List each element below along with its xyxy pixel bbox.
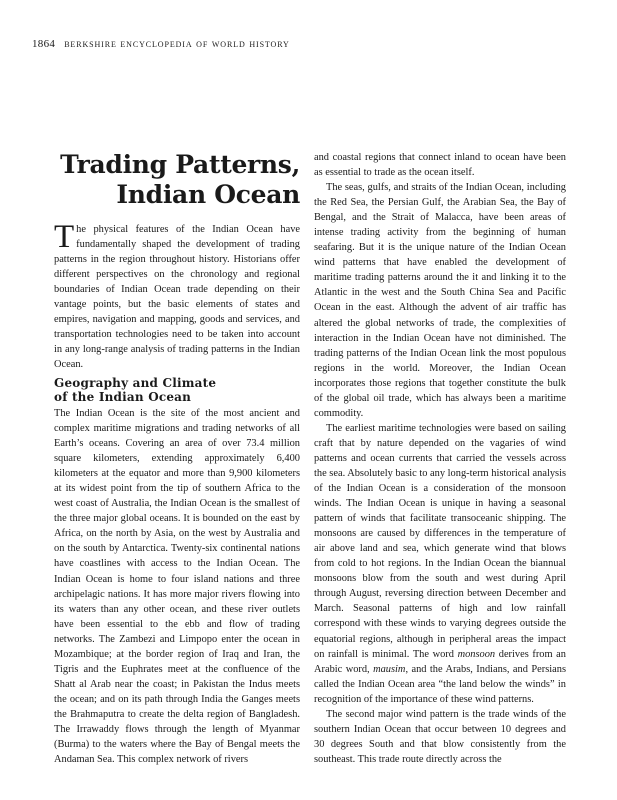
geography-paragraph: The Indian Ocean is the site of the most ancient and complex maritime migrations and trading networks of all Earth’s oceans. Covering an area of over 73.4 million square kilometers, extending approximately 6,400 kilometers at the equator and more than 9,900 kilometers at its widest point from the tip of southern Africa to the west coast of Australia, the Indian Ocean is the smallest of the three major global oceans. It is bounded on the east by Africa, on the north by Asia, on the west by Australia and on the south by Antarctica. Twenty-six continental nations have coastlines with access to the Indian Ocean. The Indian Ocean is home to four island nations and three archipelagic nations. It has more major rivers flowing into its waters than any other ocean, and these river outlets have been essential to the ebb and flow of trading networks. The Zambezi and Limpopo enter the ocean in Mozambique; at the border region of Iraq and Iran, the Tigris and the Euphrates meet at the confluence of the Shatt al Arab near the coast; in Pakistan the Indus meets the ocean; and on its path through India the Ganges meets the Brahmaputra to create the delta region of Bangladesh. The Irrawaddy flows through the length of Myanmar (Burma) to the waters where the Bay of Bengal meets the Andaman Sea. This complex network of rivers [54,408,300,766]
article-title-line-2: Indian Ocean [116,180,300,209]
intro-text: he physical features of the Indian Ocean have fundamentally shaped the development of trading patterns in the region throughout history. Historians offer different perspectives on the chronology and regional boundaries of Indian Ocean trade depending on their vantage points, but the basic elements of states and empires, navigation and mapping, goods and services, and transportation technologies need to be taken into account in any long-range analysis of trading patterns in the Indian Ocean. [54,224,300,371]
section-heading-line-1: Geography and Climate [54,376,217,390]
intro-paragraph [54,219,300,372]
monsoon-word: monsoon [457,648,496,660]
article-title [54,150,300,210]
drop-cap: T [54,219,75,255]
monsoon-text-c: , and the Arabs, Indians, and Persians called the Indian Ocean area “the land below the winds” in recognition of the importance of these wind patterns. [314,663,566,705]
right-paragraph-4: The second major wind pattern is the trade winds of the southern Indian Ocean that occur between 10 degrees and 30 degrees South and that blow consistently from the southeast. This trade route directly across the [314,708,566,765]
right-column-body [314,150,566,767]
monsoon-text-a: The earliest maritime technologies were based on sailing craft that by nature depended on the vagaries of wind patterns and ocean currents that carried the vessels across the sea. Absolutely basic to any long-term historical analysis of the Indian Ocean is a consideration of the monsoon winds. The Indian Ocean is unique in having a seasonal pattern of winds that facilitate transoceanic shipping. The monsoons are caused by differences in the temperature of air above land and sea, which generate wind that blows from cold to hot regions. In the Indian Ocean the biannual monsoons blow from the south and west during April through August, reversing direction between December and March. Seasonal patterns of high and low rainfall correspond with these winds to varying degrees outside the equatorial regions, although in peripheral areas the impact on rainfall is minimal. The word [314,422,566,660]
publication-title: berkshire encyclopedia of world history [64,38,290,50]
right-paragraph-3 [314,421,566,707]
monsoon-text-b: derives from an Arabic word, [314,648,566,675]
mausim-word: mausim [373,663,406,675]
article-title-line-1: Trading Patterns, [60,150,300,179]
left-column-body [54,406,300,767]
section-heading [54,376,300,404]
running-head [32,38,290,50]
section-heading-line-2: of the Indian Ocean [54,390,192,404]
right-paragraph-2: The seas, gulfs, and straits of the Indian Ocean, including the Red Sea, the Persian Gulf, the Arabian Sea, the Bay of Bengal, and the Strait of Malacca, have been areas of intense trading activity from the beginning of human seafaring. But it is the unique nature of the Indian Ocean wind patterns that have enabled the development of maritime trading patterns around the it and linking it to the Atlantic in the west and the South China Sea and Pacific Ocean in the east. Although the advent of air traffic has altered the global networks of trade, the complexities of interaction in the Indian Ocean have not diminished. The trading patterns of the Indian Ocean link the most populous regions in the world. Moreover, the Indian Ocean incorporates those regions that together constitute the bulk of the global oil trade, which has always been a maritime commodity. [314,182,566,419]
right-paragraph-1: and coastal regions that connect inland to ocean have been as essential to trade as the ocean itself. [314,152,566,179]
page-number: 1864 [32,38,56,50]
